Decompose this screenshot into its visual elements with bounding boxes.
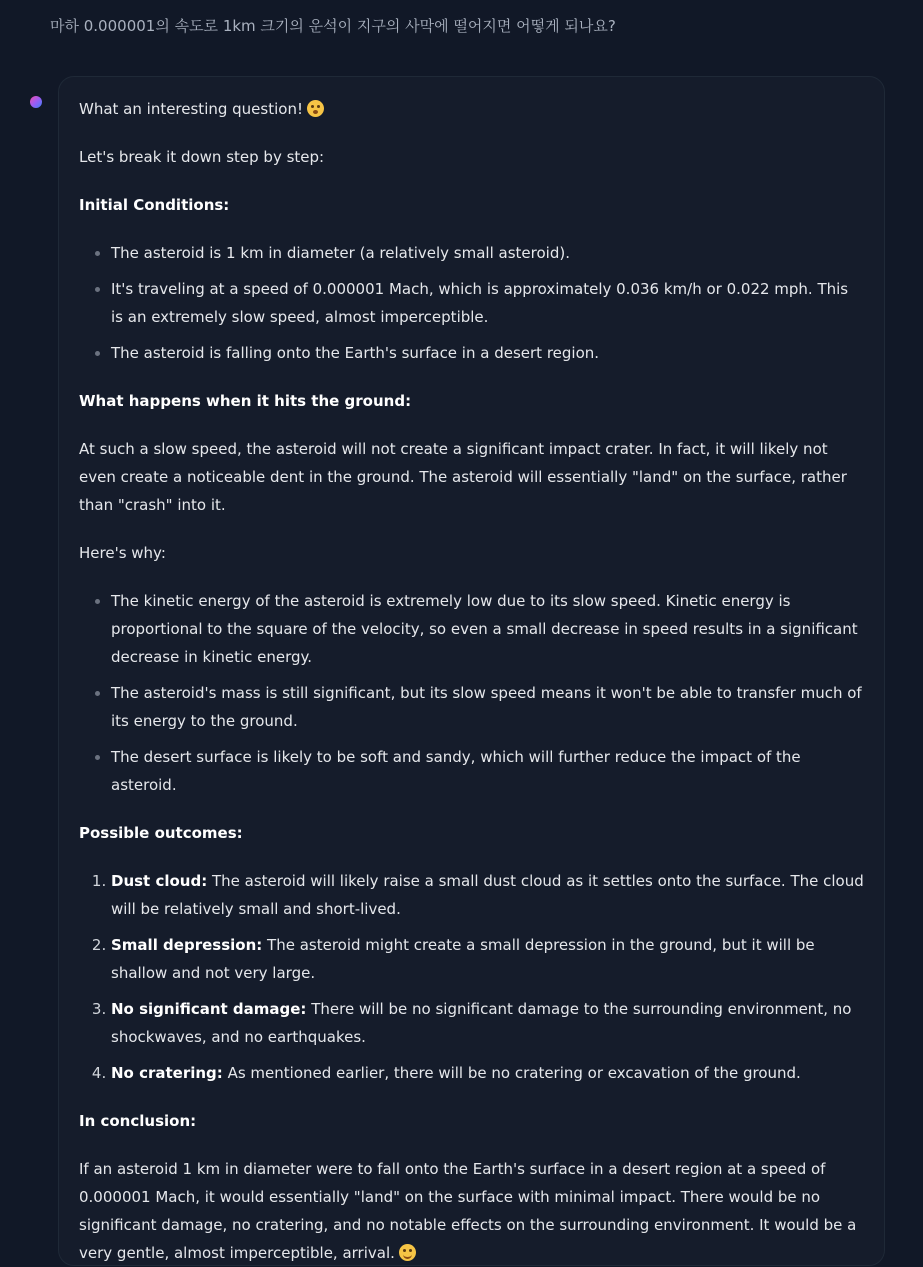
list-item: • It's traveling at a speed of 0.000001 Mach, which is approximately 0.036 km/h or 0.022 mph. This is an extremely slow speed, almost imperceptible. (111, 275, 864, 331)
list-item: • The kinetic energy of the asteroid is extremely low due to its slow speed. Kinetic energy is proportional to the square of the velocity, so even a small decrease in speed results in a significant decrease in kinetic energy. (111, 587, 864, 671)
list-item: • The asteroid is falling onto the Earth's surface in a desert region. (111, 339, 864, 367)
intro-text: What an interesting question! (79, 100, 303, 118)
list-item (111, 1059, 864, 1087)
conclusion-paragraph (79, 1155, 864, 1267)
breakdown-line: Let's break it down step by step: (79, 148, 325, 166)
outcome-text: As mentioned earlier, there will be no cratering or excavation of the ground. (227, 1064, 801, 1082)
list-item (111, 867, 864, 923)
why-intro: Here's why: (79, 544, 166, 562)
outcome-text: There will be no significant damage to the surrounding environment, no shockwaves, and no earthquakes. (111, 1000, 852, 1046)
outcome-title: Small depression: (111, 936, 263, 954)
list-item (111, 995, 864, 1051)
outcome-text: The asteroid might create a small depression in the ground, but it will be shallow and not very large. (111, 936, 815, 982)
list-item: • The desert surface is likely to be soft and sandy, which will further reduce the impact of the asteroid. (111, 743, 864, 799)
thinking-face-icon (307, 100, 324, 117)
outcome-title: No significant damage: (111, 1000, 307, 1018)
smiling-face-icon (399, 1244, 416, 1261)
hits-ground-paragraph: At such a slow speed, the asteroid will not create a significant impact crater. In fact, it will likely not even create a noticeable dent in the ground. The asteroid will essentially "land" on the surface, rather than "crash" into it. (79, 440, 847, 514)
list-item: • The asteroid is 1 km in diameter (a relatively small asteroid). (111, 239, 864, 267)
list-item: • The asteroid's mass is still significant, but its slow speed means it won't be able to transfer much of its energy to the ground. (111, 679, 864, 735)
outcome-text: The asteroid will likely raise a small dust cloud as it settles onto the surface. The cloud will be relatively small and short-lived. (111, 872, 864, 918)
outcomes-list (79, 867, 864, 1087)
assistant-message (58, 76, 885, 1266)
initial-conditions-heading: Initial Conditions: (79, 196, 230, 214)
initial-conditions-list (79, 239, 864, 367)
outcome-title: Dust cloud: (111, 872, 208, 890)
user-message: 마하 0.000001의 속도로 1km 크기의 운석이 지구의 사막에 떨어지면 어떻게 되나요? (50, 17, 616, 35)
why-list (79, 587, 864, 799)
possible-outcomes-heading: Possible outcomes: (79, 824, 243, 842)
conclusion-text: If an asteroid 1 km in diameter were to fall onto the Earth's surface in a desert region at a speed of 0.000001 Mach, it would essentially "land" on the surface with minimal impact. There would be no significant damage, no cratering, and no notable effects on the surrounding environment. It would be a very gentle, almost imperceptible, arrival. (79, 1160, 857, 1262)
hits-ground-heading: What happens when it hits the ground: (79, 392, 412, 410)
list-item (111, 931, 864, 987)
assistant-avatar-icon (30, 96, 42, 108)
conclusion-heading: In conclusion: (79, 1112, 197, 1130)
intro-line (79, 95, 864, 123)
outcome-title: No cratering: (111, 1064, 223, 1082)
